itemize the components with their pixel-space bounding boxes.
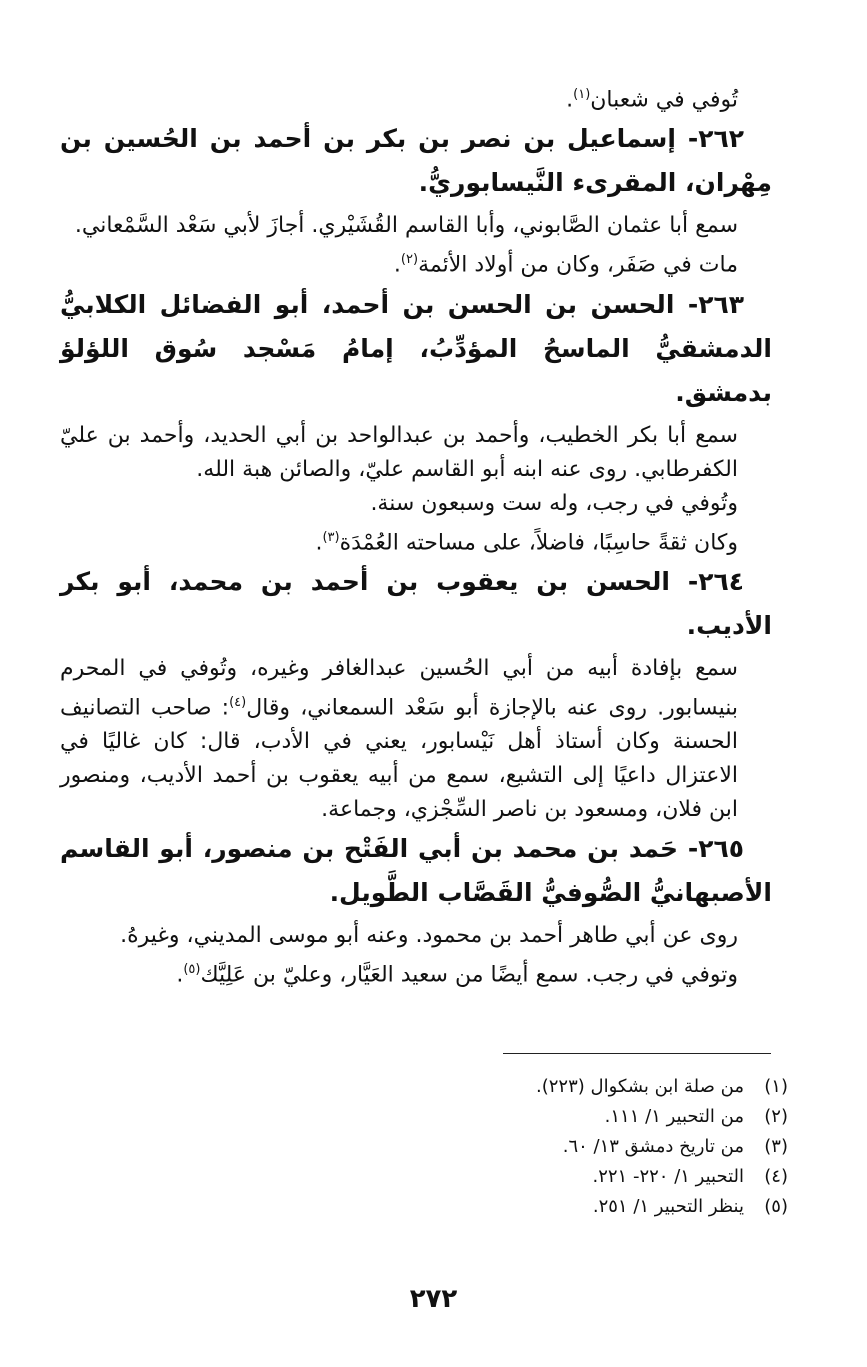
footnote-number: (٤): [764, 1166, 788, 1187]
footnote-item: [300, 1192, 788, 1222]
footnote-number: (٢): [764, 1106, 788, 1127]
text: .: [566, 87, 574, 113]
footnote-item: [300, 1132, 788, 1162]
footnote-ref[interactable]: (٢): [400, 252, 419, 268]
footnote-text: من صلة ابن بشكوال (٢٢٣).: [535, 1076, 744, 1097]
text: سمع بإفادة أبيه من أبي الحُسين عبدالغافر وغيره، وتُوفي في المحرم بنيسابور. روى عنه بالإجازة أبو سَعْد السمعاني، وقال: [60, 655, 739, 721]
footnote-number: (٣): [764, 1136, 788, 1157]
footnote-ref[interactable]: (١): [573, 87, 591, 102]
footnotes: [300, 1072, 788, 1222]
footnote-number: (١): [764, 1076, 788, 1097]
paragraph: روى عن أبي طاهر أحمد بن محمود. وعنه أبو موسى المديني، وغيرهُ.: [120, 923, 738, 949]
entry-title: إسماعيل بن نصر بن بكر بن أحمد بن الحُسين بن مِهْران، المقرىء النَّيسابوريُّ.: [60, 124, 772, 198]
entry-title: الحسن بن الحسن بن أحمد، أبو الفضائل الكلابيُّ الدمشقيُّ الماسحُ المؤدِّبُ، إمامُ مَسْجد سُوق اللؤلؤ بدمشق.: [60, 289, 772, 407]
main-text: [60, 78, 772, 993]
paragraph: [60, 521, 772, 560]
footnote-text: من تاريخ دمشق ١٣/ ٦٠.: [562, 1136, 744, 1157]
entry-heading: [60, 827, 772, 915]
entry-number: ٢٦٥-: [678, 834, 744, 864]
footnote-text: من التحبير ١/ ١١١.: [604, 1106, 744, 1127]
page-number: ٢٧٢: [409, 1284, 458, 1314]
paragraph: [60, 953, 772, 992]
text: تُوفي في شعبان: [590, 87, 738, 113]
entry-heading: [60, 560, 772, 648]
footnote-item: [300, 1102, 788, 1132]
entry-heading: [60, 117, 772, 205]
footnote-text: التحبير ١/ ٢٢٠- ٢٢١.: [592, 1166, 744, 1187]
entry-title: الحسن بن يعقوب بن أحمد بن محمد، أبو بكر الأديب.: [60, 566, 772, 640]
paragraph: [60, 243, 772, 282]
paragraph: وتُوفي في رجب، وله ست وسبعون سنة.: [370, 490, 738, 516]
entry-title: حَمد بن محمد بن أبي الفَتْح بن منصور، أبو القاسم الأصبهانيُّ الصُّوفيُّ القَصَّاب الطَّويل.: [60, 834, 772, 908]
footnote-ref[interactable]: (٤): [229, 694, 247, 710]
text: .: [176, 962, 184, 988]
entry-number: ٢٦٣-: [674, 289, 744, 319]
footnote-item: [300, 1162, 788, 1192]
footnote-ref[interactable]: (٥): [183, 962, 201, 978]
footnote-number: (٥): [764, 1196, 788, 1217]
entry-heading: [60, 283, 772, 415]
paragraph: [60, 78, 772, 117]
text: .: [393, 252, 401, 278]
text: وتوفي في رجب. سمع أيضًا من سعيد العَيَّار، وعليّ بن عَلِيَّك: [200, 962, 738, 988]
footnote-divider: [503, 1053, 771, 1054]
text: مات في صَفَر، وكان من أولاد الأئمة: [418, 252, 738, 278]
text: وكان ثقةً حاسِبًا، فاضلاً، على مساحته العُمْدَة: [339, 529, 738, 555]
entry-number: ٢٦٢-: [675, 124, 744, 154]
footnote-text: ينظر التحبير ١/ ٢٥١.: [592, 1196, 744, 1217]
footnote-item: [300, 1072, 788, 1102]
paragraph: [60, 652, 772, 827]
footnote-ref[interactable]: (٣): [322, 529, 340, 545]
text: : صاحب التصانيف الحسنة وكان أستاذ أهل نَيْسابور، يعني في الأدب، قال: كان غاليًا في الاعتزال داعيًا إلى التشيع، سمع من أبيه يعقوب بن أحمد الأديب، ومنصور ابن فلان، ومسعود بن ناصر السِّجْزي، وجماعة.: [60, 695, 738, 823]
paragraph: سمع أبا عثمان الصَّابوني، وأبا القاسم القُشَيْري. أجازَ لأبي سَعْد السَّمْعاني.: [74, 213, 738, 239]
paragraph: سمع أبا بكر الخطيب، وأحمد بن عبدالواحد بن أبي الحديد، وأحمد بن عليّ الكفرطابي. روى عنه ابنه أبو القاسم عليّ، والصائن هبة الله.: [60, 422, 738, 482]
entry-number: ٢٦٤-: [669, 566, 744, 596]
text: .: [315, 529, 323, 555]
